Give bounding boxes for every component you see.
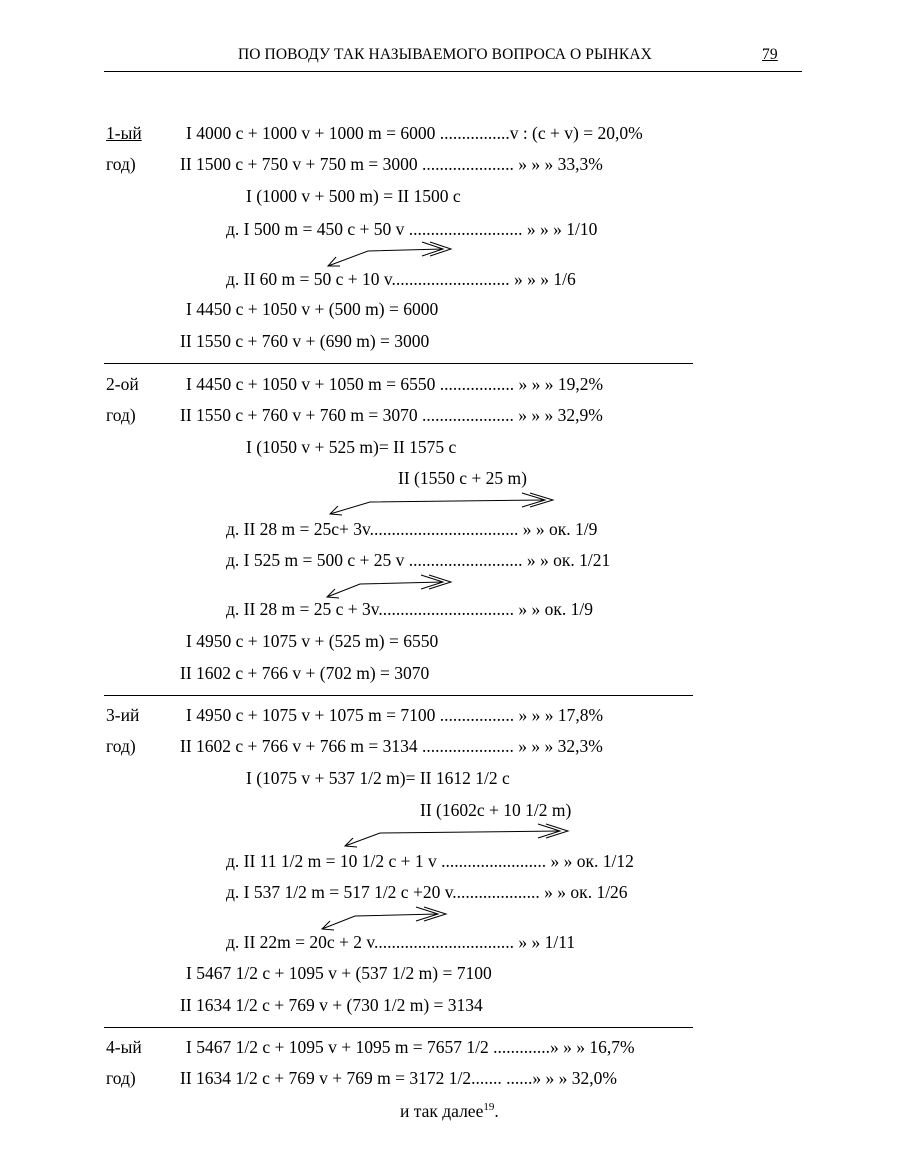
equation-line: I 4450 c + 1050 v + (500 m) = 6000	[186, 299, 439, 319]
arrow-year3-lower	[322, 907, 446, 930]
equation-line: I 5467 1/2 c + 1095 v + (537 1/2 m) = 7100	[186, 963, 492, 983]
arrow-year2-upper	[330, 493, 553, 515]
equation-line: I (1075 v + 537 1/2 m)= II 1612 1/2 c	[246, 768, 510, 788]
equation-line: II 1500 c + 750 v + 750 m = 3000 ..................... » » » 33,3%	[180, 154, 603, 174]
arrow-year1	[328, 242, 451, 266]
running-title: ПО ПОВОДУ ТАК НАЗЫВАЕМОГО ВОПРОСА О РЫНКАХ	[238, 46, 652, 63]
equation-line: II 1550 c + 760 v + 760 m = 3070 ..................... » » » 32,9%	[180, 405, 603, 425]
equation-line: д. II 22m = 20c + 2 v................................ » » 1/11	[226, 932, 576, 952]
equation-line: II (1602c + 10 1/2 m)	[420, 800, 572, 820]
equation-line: д. I 500 m = 450 c + 50 v .......................... » » » 1/10	[226, 219, 598, 239]
equation-line: I (1050 v + 525 m)= II 1575 c	[246, 437, 457, 457]
equation-line: I 4000 c + 1000 v + 1000 m = 6000 ................v : (c + v) = 20,0%	[186, 123, 643, 143]
equation-line: I 4450 c + 1050 v + 1050 m = 6550 ................. » » » 19,2%	[186, 374, 604, 394]
arrow-year3-upper	[345, 824, 568, 847]
equation-line: I (1000 v + 500 m) = II 1500 c	[246, 186, 461, 206]
page-number: 79	[762, 46, 778, 63]
equation-line: I 5467 1/2 c + 1095 v + 1095 m = 7657 1/2 .............» » » 16,7%	[186, 1037, 635, 1057]
equation-line: д. II 28 m = 25 c + 3v............................... » » ок. 1/9	[226, 599, 594, 619]
footnote-ref: 19	[483, 1101, 495, 1113]
equation-line: I 4950 c + 1075 v + 1075 m = 7100 ................. » » » 17,8%	[186, 705, 604, 725]
year-2-suffix: год)	[106, 405, 136, 425]
equation-line: II 1550 c + 760 v + (690 m) = 3000	[180, 331, 430, 351]
equation-line: II 1634 1/2 c + 769 v + 769 m = 3172 1/2....... ......» » » 32,0%	[180, 1068, 617, 1088]
equation-line: д. I 537 1/2 m = 517 1/2 c +20 v.................... » » ок. 1/26	[226, 882, 628, 902]
equation-line: II (1550 c + 25 m)	[398, 468, 527, 488]
year-3-suffix: год)	[106, 736, 136, 756]
equation-line: д. II 28 m = 25c+ 3v.................................. » » ок. 1/9	[226, 519, 598, 539]
equation-line: II 1602 c + 766 v + (702 m) = 3070	[180, 663, 430, 683]
arrow-year2-lower	[327, 575, 451, 598]
equation-line: II 1602 c + 766 v + 766 m = 3134 ..................... » » » 32,3%	[180, 736, 603, 756]
year-2-label: 2-ой	[106, 374, 139, 394]
year-4-suffix: год)	[106, 1068, 136, 1088]
continuation-note: и так далее$^{19}$.	[400, 1100, 499, 1121]
year-3-label: 3-ий	[106, 705, 140, 725]
equation-line: II 1634 1/2 c + 769 v + (730 1/2 m) = 3134	[180, 995, 483, 1015]
equation-line: I 4950 c + 1075 v + (525 m) = 6550	[186, 631, 439, 651]
continuation-text: и так далее	[400, 1100, 484, 1121]
year-1-suffix: год)	[106, 154, 136, 174]
equation-line: д. II 60 m = 50 c + 10 v........................... » » » 1/6	[226, 269, 576, 289]
equation-line: д. I 525 m = 500 c + 25 v .......................... » » ок. 1/21	[226, 550, 611, 570]
year-1-label: 1-ый	[106, 123, 142, 143]
year-4-label: 4-ый	[106, 1037, 142, 1057]
equation-line: д. II 11 1/2 m = 10 1/2 c + 1 v ........................ » » ок. 1/12	[226, 851, 634, 871]
